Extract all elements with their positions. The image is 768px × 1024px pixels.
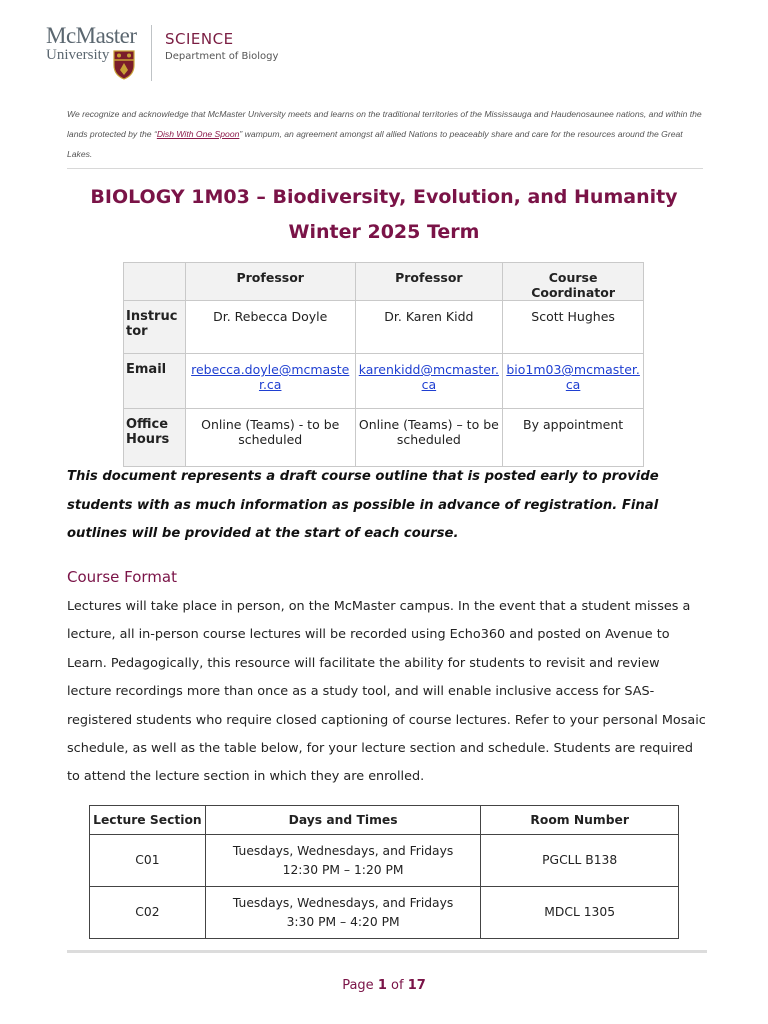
logo-line1: McMaster: [46, 23, 137, 48]
row-label: Instructor: [126, 309, 178, 339]
table-row: [124, 301, 644, 354]
table-cell: Scott Hughes: [503, 301, 644, 354]
row-label-email: Email: [124, 354, 186, 409]
time-text: 12:30 PM – 1:20 PM: [282, 862, 404, 877]
table-cell: [503, 354, 644, 409]
section-cell: C01: [90, 835, 206, 887]
current-page: 1: [377, 978, 387, 993]
table-cell: By appointment: [503, 409, 644, 467]
time-text: 3:30 PM – 4:20 PM: [286, 914, 400, 929]
table-header-cell: Professor: [185, 263, 355, 301]
table-header-cell: Professor: [355, 263, 503, 301]
table-cell: Online (Teams) - to be scheduled: [185, 409, 355, 467]
room-cell: PGCLL B138: [481, 835, 679, 887]
faculty-name: SCIENCE: [165, 30, 234, 48]
total-pages: 17: [407, 978, 426, 993]
page-header: [46, 22, 346, 82]
of-word: of: [391, 978, 404, 993]
course-format-body: Lectures will take place in person, on the McMaster campus. In the event that a student misses a lecture, all in-person course lectures will be recorded using Echo360 and posted on Avenue to Learn. Pedagogically, this resource will facilitate the ability for students to revisit and review lecture recordings more than once as a study tool, and will enable inclusive access for SAS-registered students who require closed captioning of course lectures. Refer to your personal Mosaic schedule, as well as the table below, for your lecture section and schedule. Students are required to attend the lecture section in which they are enrolled.: [67, 599, 706, 785]
table-row: [124, 409, 644, 467]
footer-rule: [67, 950, 707, 953]
table-row: [124, 354, 644, 409]
header-divider: [151, 25, 152, 81]
table-header-cell: Days and Times: [205, 806, 481, 835]
logo-line2: University: [46, 47, 110, 63]
instructor-table: [123, 262, 644, 467]
crest-icon: [113, 50, 135, 80]
course-title: BIOLOGY 1M03 – Biodiversity, Evolution, and Humanity: [90, 186, 678, 208]
ack-text-before: We recognize and acknowledge that McMaster University meets and learns on the traditional territories of the Mississauga and Haudenosaunee nations, and within the lands protected by the “: [67, 109, 702, 139]
term-title: Winter 2025 Term: [288, 221, 480, 243]
days-text: Tuesdays, Wednesdays, and Fridays: [232, 843, 454, 858]
table-header-cell: Room Number: [481, 806, 679, 835]
days-times-cell: [205, 887, 481, 939]
table-cell: [185, 354, 355, 409]
table-header-row: [124, 263, 644, 301]
email-link-kidd[interactable]: karenkidd@mcmaster.ca: [358, 362, 499, 392]
table-header-row: [90, 806, 679, 835]
header-rule: [67, 168, 703, 169]
department-name: Department of Biology: [165, 51, 279, 62]
table-row: [90, 835, 679, 887]
ack-text-after: ” wampum, an agreement amongst all allied Nations to peaceably share and care for the resources around the Great Lakes.: [67, 129, 683, 159]
row-label-instructor: [124, 301, 186, 354]
email-link-doyle[interactable]: rebecca.doyle@mcmaster.ca: [191, 362, 350, 392]
draft-notice: This document represents a draft course outline that is posted early to provide students with as much information as possible in advance of registration. Final outlines will be provided at the start of each course.: [67, 469, 659, 541]
dish-with-one-spoon-link[interactable]: Dish With One Spoon: [156, 129, 240, 139]
email-link-coordinator[interactable]: bio1m03@mcmaster.ca: [506, 362, 640, 392]
table-header-cell: Lecture Section: [90, 806, 206, 835]
table-cell: Dr. Rebecca Doyle: [185, 301, 355, 354]
table-header-cell: [124, 263, 186, 301]
days-times-cell: [205, 835, 481, 887]
table-row: [90, 887, 679, 939]
table-cell: Dr. Karen Kidd: [355, 301, 503, 354]
page-number: [0, 978, 768, 993]
course-format-heading: Course Format: [67, 568, 177, 586]
table-cell: Online (Teams) – to be scheduled: [355, 409, 503, 467]
lecture-table: [89, 805, 679, 939]
table-cell: [355, 354, 503, 409]
section-cell: C02: [90, 887, 206, 939]
room-cell: MDCL 1305: [481, 887, 679, 939]
row-label-office-hours: Office Hours: [124, 409, 186, 467]
days-text: Tuesdays, Wednesdays, and Fridays: [232, 895, 454, 910]
table-header-cell: Course Coordinator: [503, 263, 644, 301]
land-acknowledgement: [67, 104, 707, 164]
page-word: Page: [342, 978, 374, 993]
